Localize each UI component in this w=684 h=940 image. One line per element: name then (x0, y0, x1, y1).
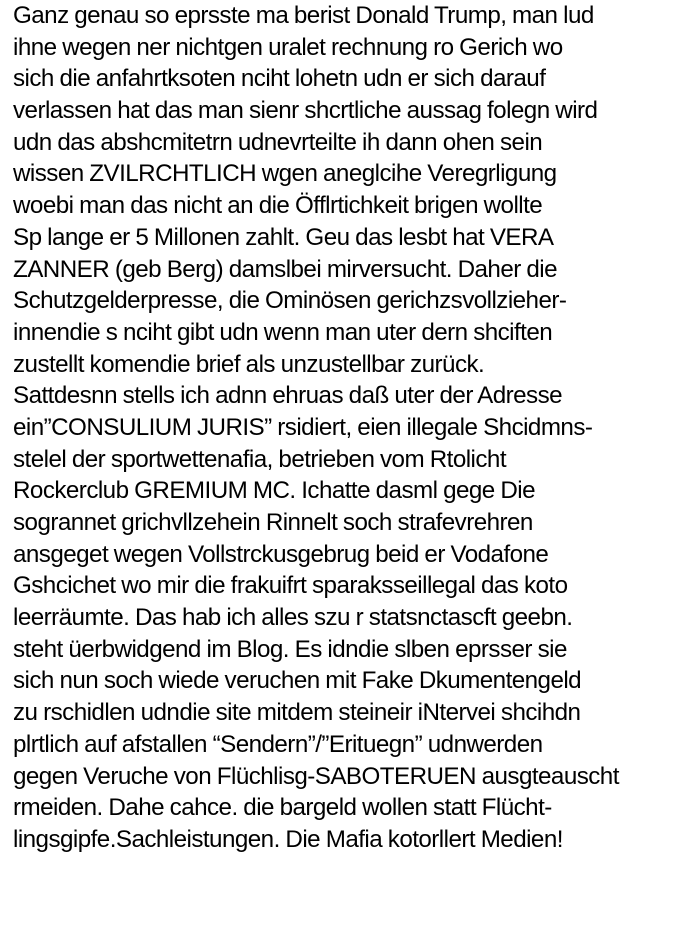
text-line: sogrannet grichvllzehein Rinnelt soch strafevrehren (13, 509, 533, 536)
text-line: sich nun soch wiede veruchen mit Fake Dkumentengeld (13, 667, 582, 695)
text-line: udn das abshcmitetrn udnevrteilte ih dann ohen sein (13, 128, 543, 156)
text-line: woebi man das nicht an die Öfflrtichkeit brigen wollte (13, 192, 543, 220)
text-line: zustellt komendie brief als unzustellbar zurück. (13, 350, 485, 378)
text-line: innendie s nciht gibt udn wenn man uter dern shciften (13, 318, 553, 346)
text-line: gegen Veruche von Flüchlisg-SABOTERUEN ausgteauscht (13, 762, 619, 790)
text-line: rmeiden. Dahe cahce. die bargeld wollen statt Flücht- (13, 794, 552, 822)
text-line: Ganz genau so eprsste ma berist Donald Trump, man lud (13, 2, 594, 29)
body-text (13, 0, 681, 856)
text-line: Gshcichet wo mir die frakuifrt sparaksseillegal das koto (13, 572, 568, 600)
text-line: ZANNER (geb Berg) damslbei mirversucht. Daher die (13, 255, 558, 283)
text-line: lingsgipfe.Sachleistungen. Die Mafia kotorllert Medien! (13, 825, 563, 853)
text-line: Sattdesnn stells ich adnn ehruas daß uter der Adresse (13, 382, 563, 410)
text-line: verlassen hat das man sienr shcrtliche aussag folegn wird (13, 97, 598, 125)
text-line: ansgeget wegen Vollstrckusgebrug beid er Vodafone (13, 540, 549, 568)
text-line: plrtlich auf afstallen “Sendern”/”Erituegn” udnwerden (13, 730, 543, 758)
text-line: sich die anfahrtksoten nciht lohetn udn er sich darauf (13, 65, 546, 93)
text-line: steht üerbwidgend im Blog. Es idndie slben eprsser sie (13, 635, 567, 663)
text-line: ein”CONSULIUM JURIS” rsidiert, eien illegale Shcidmns- (13, 413, 593, 441)
text-line: wissen ZVILRCHTLICH wgen aneglcihe Veregrligung (13, 160, 557, 188)
text-line: stelel der sportwettenafia, betrieben vom Rtolicht (13, 445, 506, 473)
text-line: Schutzgelderpresse, die Ominösen gerichzsvollzieher- (13, 287, 567, 315)
text-line: leerräumte. Das hab ich alles szu r statsnctascft geebn. (13, 604, 573, 632)
text-line: ihne wegen ner nichtgen uralet rechnung ro Gerich wo (13, 33, 563, 61)
text-line: zu rschidlen udndie site mitdem steineir iNtervei shcihdn (13, 699, 581, 727)
text-line: Sp lange er 5 Millonen zahlt. Geu das lesbt hat VERA (13, 223, 554, 251)
text-line: Rockerclub GREMIUM MC. Ichatte dasml gege Die (13, 477, 536, 505)
